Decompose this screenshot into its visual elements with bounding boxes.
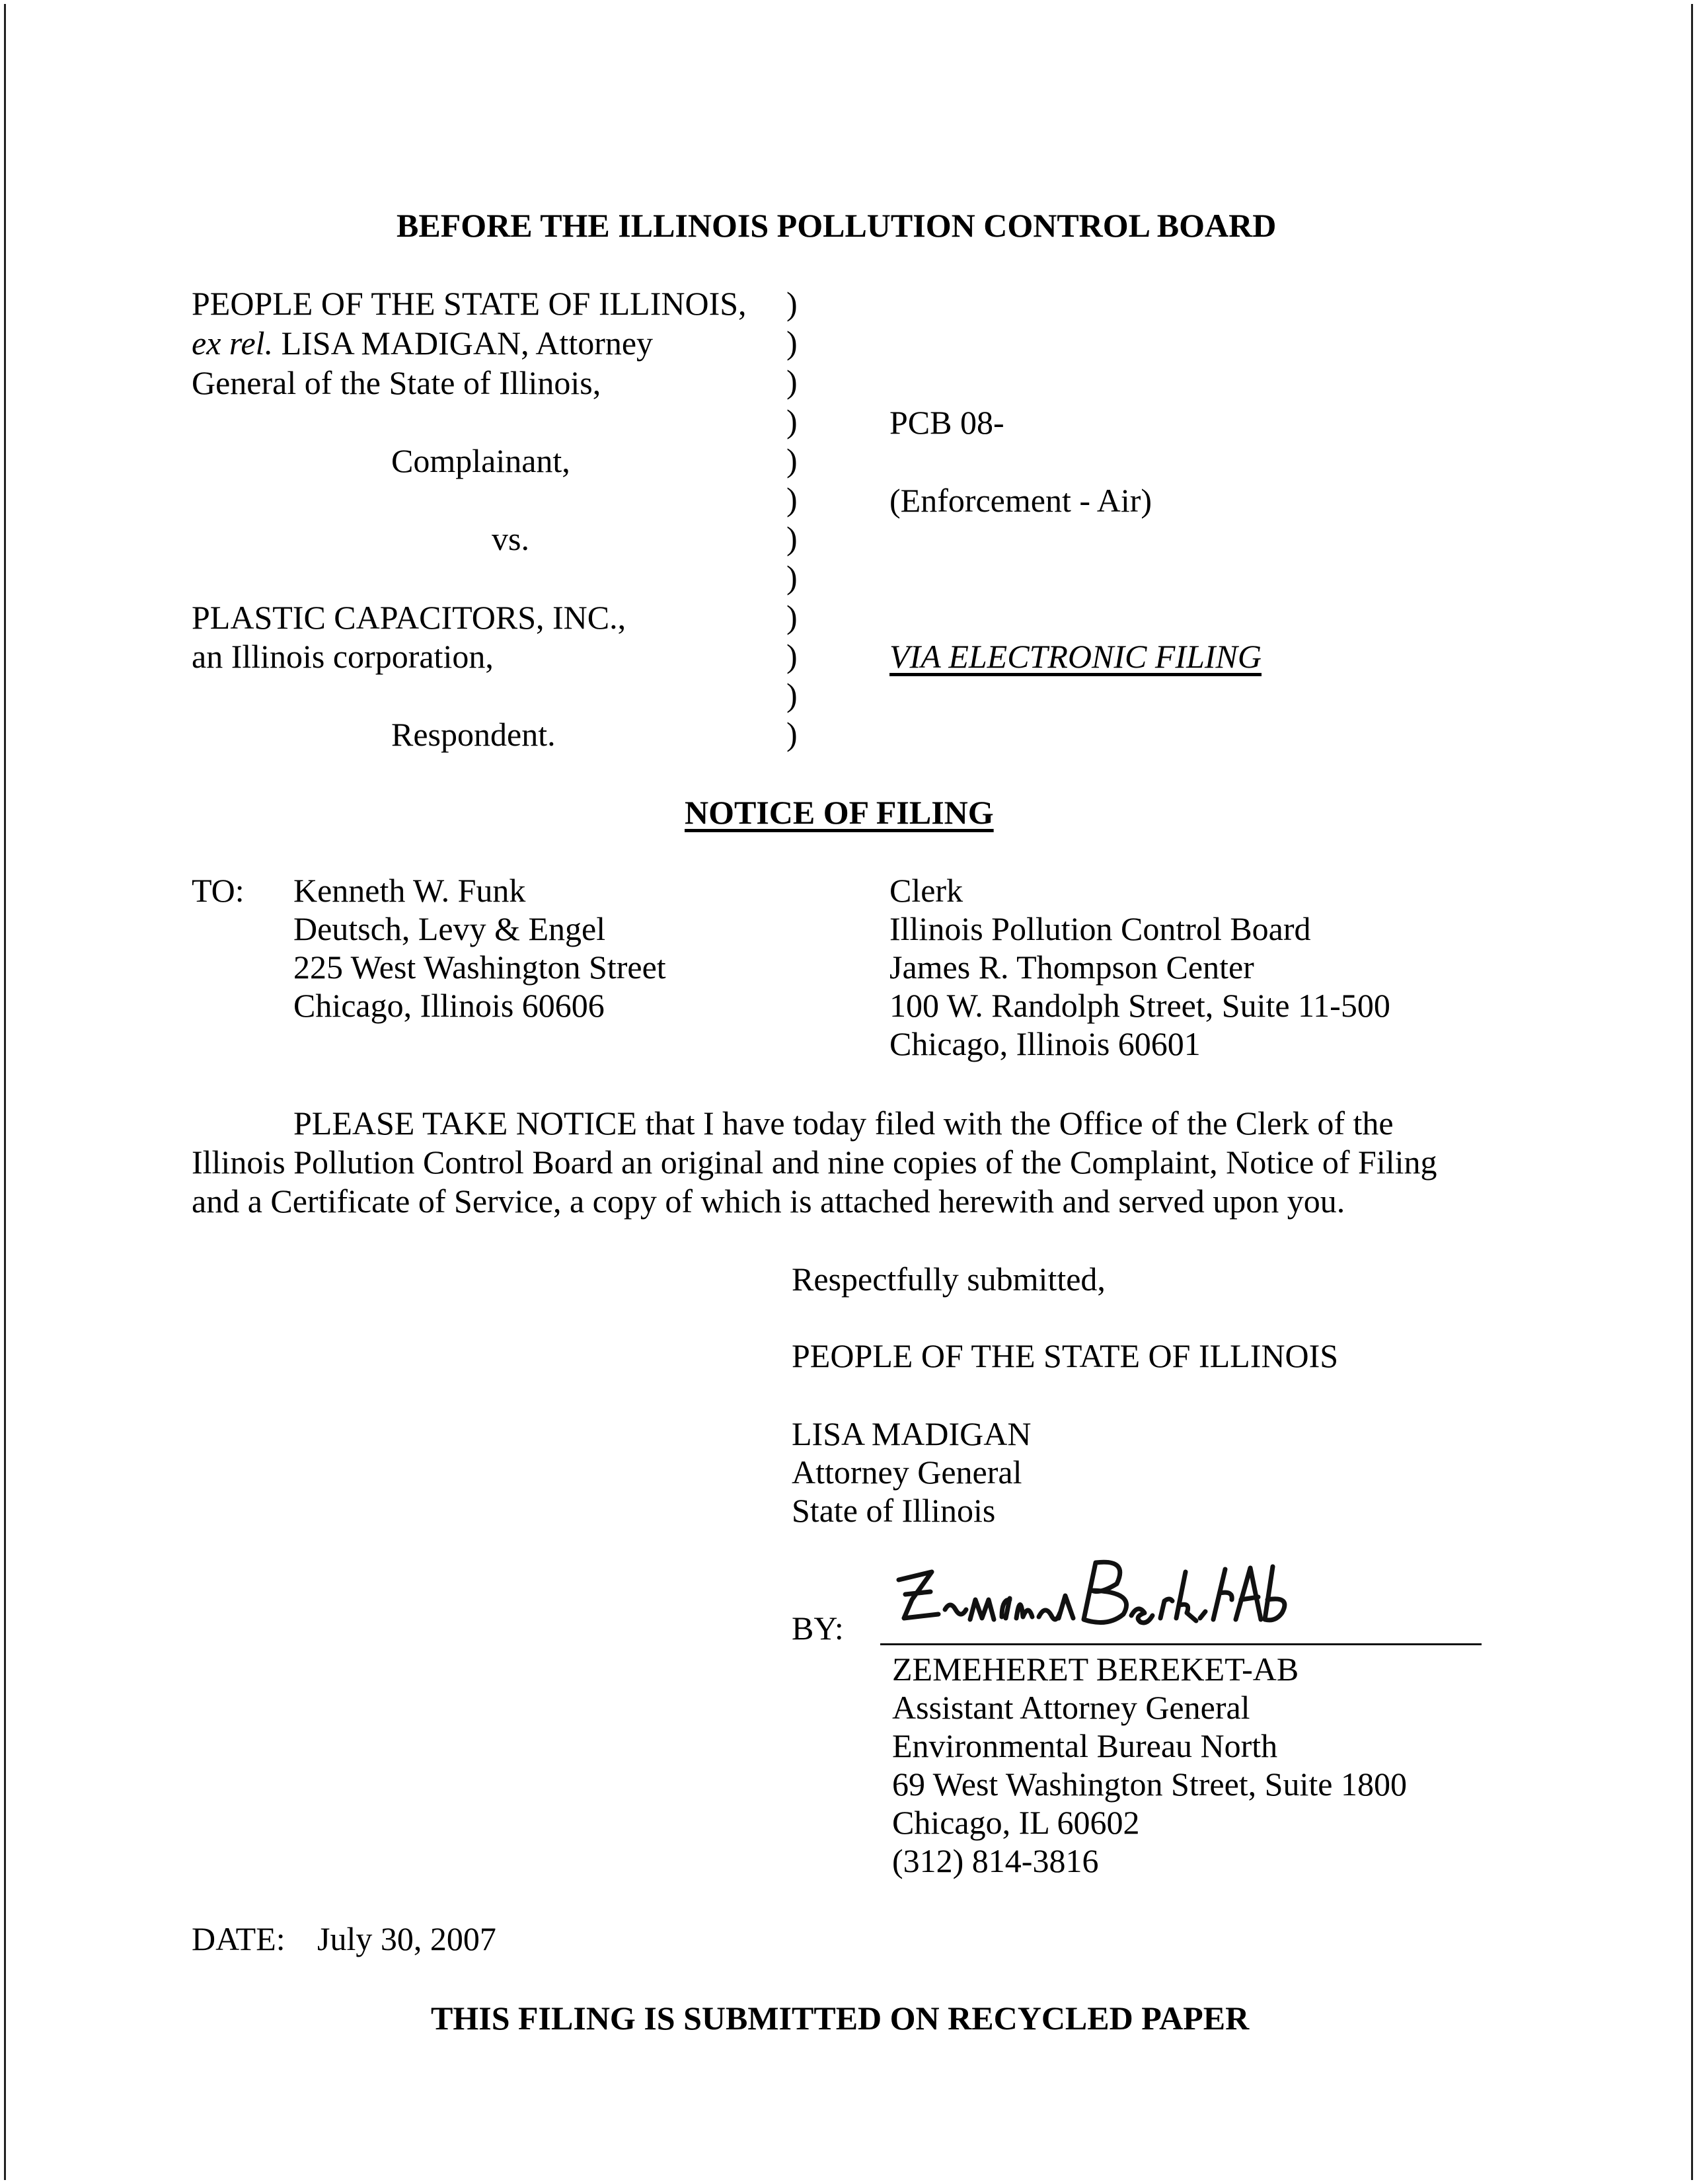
caption-parentheses: ) ) ) ) ) ) ) ) ) ) ) ) bbox=[786, 285, 798, 753]
recipient-right-line-4: 100 W. Randolph Street, Suite 11-500 bbox=[889, 987, 1390, 1024]
attorney-general-line-3: State of Illinois bbox=[792, 1492, 996, 1529]
to-label: TO: bbox=[192, 872, 245, 909]
case-number: PCB 08- bbox=[889, 404, 1004, 441]
recipient-left-line-4: Chicago, Illinois 60606 bbox=[293, 987, 605, 1024]
complainant-role: Complainant, bbox=[391, 442, 570, 479]
respondent-role: Respondent. bbox=[391, 716, 556, 753]
signer-line-2: Assistant Attorney General bbox=[892, 1689, 1250, 1726]
signer-line-1: ZEMEHERET BEREKET-AB bbox=[892, 1651, 1299, 1688]
signature-line bbox=[880, 1643, 1482, 1645]
respondent-line-1: PLASTIC CAPACITORS, INC., bbox=[192, 599, 626, 636]
recipient-right-line-3: James R. Thompson Center bbox=[889, 949, 1254, 986]
body-line-1: PLEASE TAKE NOTICE that I have today filed with the Office of the Clerk of the bbox=[293, 1105, 1394, 1142]
body-line-3: and a Certificate of Service, a copy of which is attached herewith and served upon you. bbox=[192, 1183, 1345, 1220]
complainant-line-2-text: LISA MADIGAN, Attorney bbox=[281, 325, 654, 362]
signer-line-6: (312) 814-3816 bbox=[892, 1842, 1099, 1879]
case-type: (Enforcement - Air) bbox=[889, 482, 1152, 519]
by-label: BY: bbox=[792, 1610, 844, 1647]
filing-method: VIA ELECTRONIC FILING bbox=[889, 638, 1262, 675]
recipient-left-line-1: Kenneth W. Funk bbox=[293, 872, 526, 909]
notice-title: NOTICE OF FILING bbox=[685, 794, 994, 831]
complainant-line-2 bbox=[192, 324, 653, 362]
recipient-right-line-5: Chicago, Illinois 60601 bbox=[889, 1025, 1201, 1062]
attorney-general-line-1: LISA MADIGAN bbox=[792, 1415, 1032, 1452]
signer-line-3: Environmental Bureau North bbox=[892, 1727, 1278, 1764]
complainant-line-3: General of the State of Illinois, bbox=[192, 364, 601, 401]
signer-line-5: Chicago, IL 60602 bbox=[892, 1804, 1140, 1841]
complainant-line-1: PEOPLE OF THE STATE OF ILLINOIS, bbox=[192, 285, 747, 322]
date-label: DATE: bbox=[192, 1920, 285, 1957]
recipient-left-line-2: Deutsch, Levy & Engel bbox=[293, 910, 606, 947]
recipient-left-line-3: 225 West Washington Street bbox=[293, 949, 666, 986]
signature-image bbox=[886, 1553, 1295, 1646]
ex-rel-text: ex rel. bbox=[192, 325, 274, 362]
document-heading: BEFORE THE ILLINOIS POLLUTION CONTROL BOARD bbox=[396, 207, 1277, 244]
body-line-2: Illinois Pollution Control Board an original and nine copies of the Complaint, Notice of Filing bbox=[192, 1144, 1437, 1181]
date-value: July 30, 2007 bbox=[317, 1920, 496, 1957]
respondent-line-2: an Illinois corporation, bbox=[192, 638, 494, 675]
recipient-right-line-1: Clerk bbox=[889, 872, 963, 909]
signer-line-4: 69 West Washington Street, Suite 1800 bbox=[892, 1766, 1407, 1803]
recipient-right-line-2: Illinois Pollution Control Board bbox=[889, 910, 1311, 947]
closing-text: Respectfully submitted, bbox=[792, 1261, 1106, 1298]
attorney-general-line-2: Attorney General bbox=[792, 1454, 1022, 1491]
party-name: PEOPLE OF THE STATE OF ILLINOIS bbox=[792, 1337, 1339, 1374]
versus-label: vs. bbox=[492, 520, 529, 557]
footer-note: THIS FILING IS SUBMITTED ON RECYCLED PAPER bbox=[431, 2000, 1250, 2037]
